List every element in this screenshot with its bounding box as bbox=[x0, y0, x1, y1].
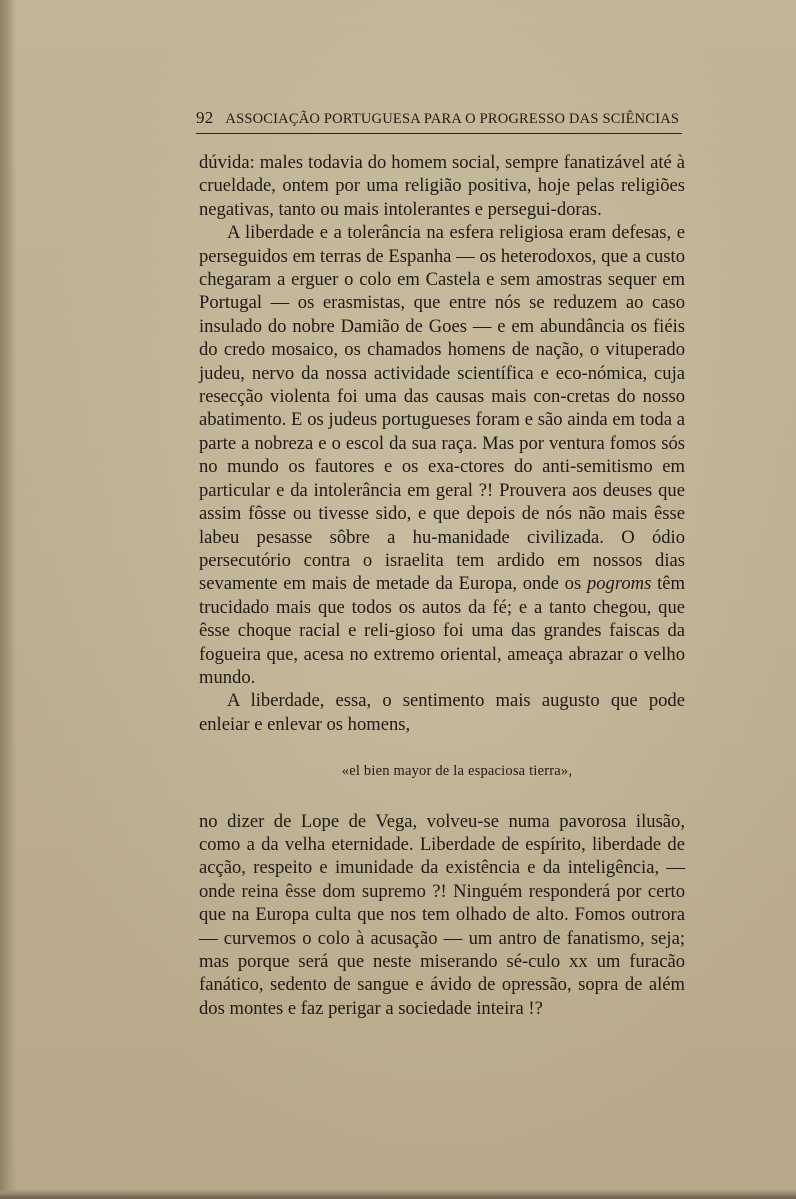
block-quote bbox=[199, 760, 685, 783]
running-title: ASSOCIAÇÃO PORTUGUESA PARA O PROGRESSO DAS SCIÊNCIAS bbox=[225, 111, 680, 127]
paragraph-2-text: A liberdade e a tolerância na esfera religiosa eram defesas, e perseguidos em terras de Espanha — os heterodoxos, que a custo chegaram a erguer o colo em Castela e sem amostras sequer em Portugal — os erasmistas, que entre nós se reduzem ao caso insulado do nobre Damião de Goes — e em abundância os fiéis do credo mosaico, os chamados homens de nação, o vituperado judeu, nervo da nossa actividade scientífica e eco-nómica, cuja resecção violenta foi uma das causas mais con-cretas do nosso abatimento. E os judeus portugueses foram e são ainda em toda a parte a nobreza e o escol da sua raça. Mas por ventura fomos sós no mundo os fautores e os exa-ctores do anti-semitismo em particular e da intolerância em geral ?! Prouvera aos deuses que assim fôsse ou tivesse sido, e que depois de nós não mais êsse labeu pesasse sôbre a hu-manidade civilizada. O ódio persecutório contra o israelita tem ardido em nossos dias sevamente em mais de metade da Europa, onde os bbox=[199, 222, 685, 595]
page-bottom-edge bbox=[0, 1189, 796, 1199]
quote-text: «el bien mayor de la espaciosa tierra», bbox=[341, 763, 573, 780]
paragraph-4: no dizer de Lope de Vega, volveu-se numa pavorosa ilusão, como a da velha eternidade. Liberdade de espírito, liberdade de acção, respeito e imunidade da existência e da inteligência, — onde reina êsse dom supremo ?! Ninguém responderá por certo que na Europa culta que nos tem olhado de alto. Fomos outrora — curvemos o colo à acusação — um antro de fanatismo, seja; mas porque será que neste miserando sé-culo xx um furacão fanático, sedento de sangue e ávido de opressão, sopra de além dos montes e faz perigar a sociedade inteira !? bbox=[199, 810, 685, 1019]
page-edge-shadow bbox=[0, 0, 16, 1199]
paragraph-2-tail: têm trucidado mais que todos os autos da fé; e a tanto chegou, que êsse choque racial e reli-gioso foi uma das grandes faiscas da fogueira que, acesa no extremo oriental, ameaça abrazar o velho mundo. bbox=[199, 573, 686, 688]
paragraph-2 bbox=[199, 221, 685, 689]
running-header bbox=[196, 108, 682, 132]
italic-term: pogroms bbox=[586, 573, 652, 595]
paragraph-3: A liberdade, essa, o sentimento mais augusto que pode enleiar e enlevar os homens, bbox=[199, 690, 685, 735]
page-number: 92 bbox=[196, 108, 214, 127]
header-rule bbox=[196, 133, 682, 134]
body-text bbox=[199, 151, 685, 1020]
paragraph-1: dúvida: males todavia do homem social, sempre fanatizável até à crueldade, ontem por uma religião positiva, hoje pelas religiões negativas, tanto ou mais intolerantes e persegui-doras. bbox=[199, 152, 685, 220]
